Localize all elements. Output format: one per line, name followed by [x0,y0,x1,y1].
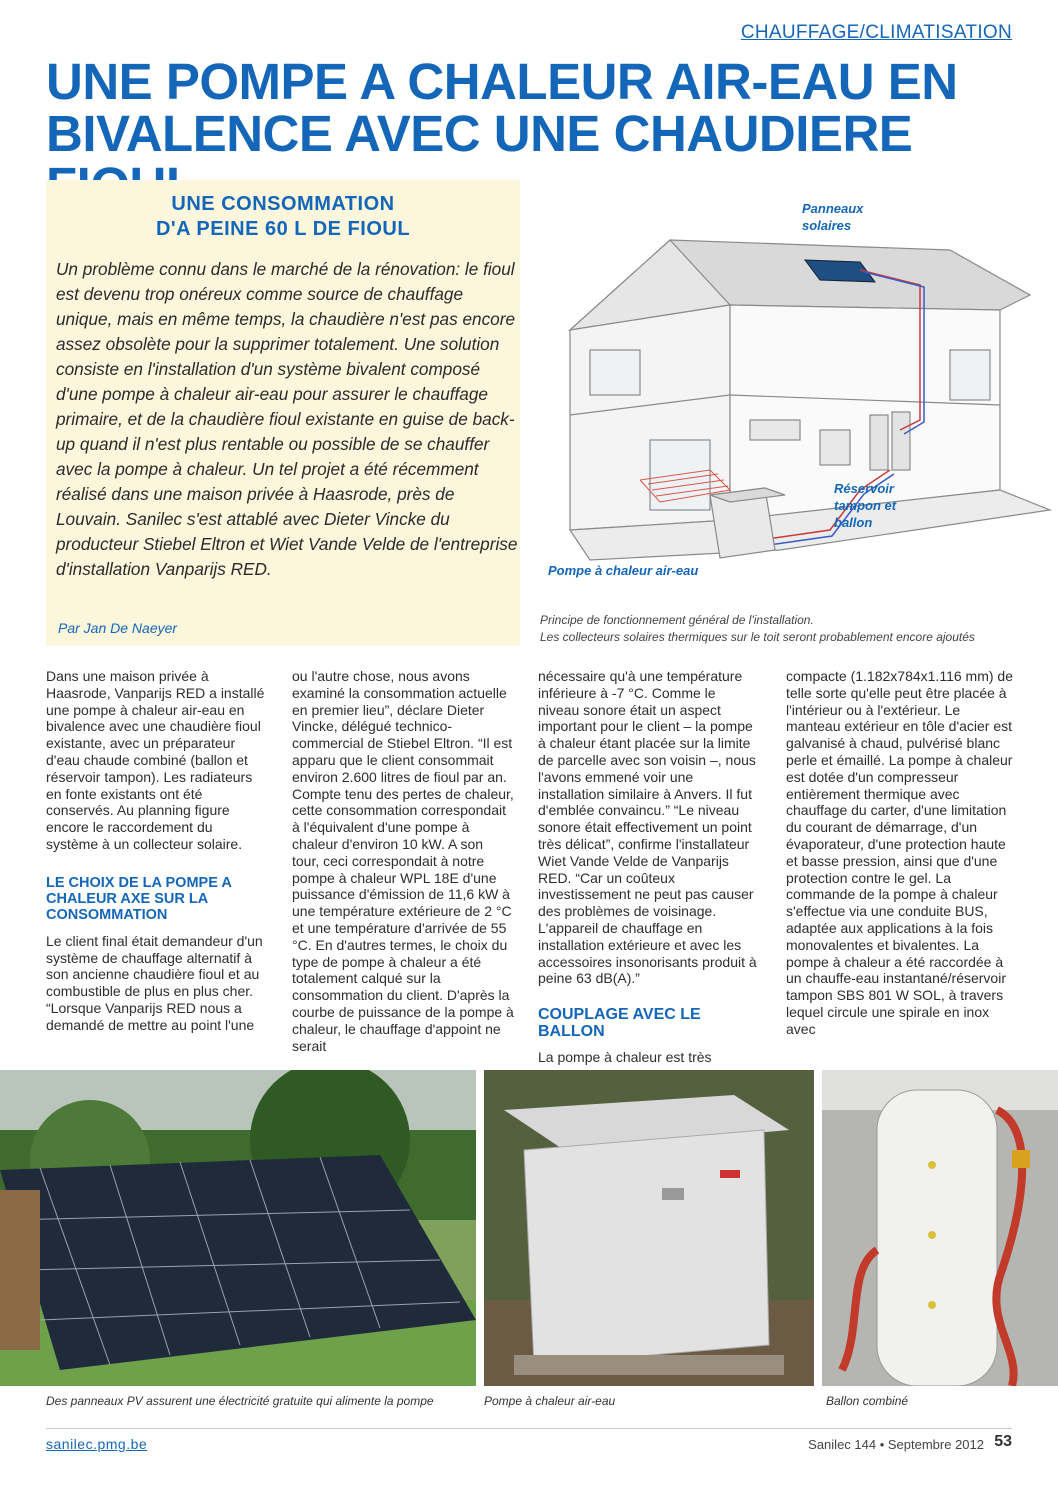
page-number: 53 [994,1433,1012,1450]
photo-caption-3: Ballon combiné [826,1394,909,1408]
intro-title-line-1: UNE CONSOMMATION [171,193,395,215]
footer-divider [46,1428,1012,1429]
paragraph: ou l'autre chose, nous avons examiné la consommation actuelle en premier lieu”, déclare Dieter Vincke, délégué technico-commercial de Stiebel Eltron. “Il est apparu que le client consommait environ 2.600 litres de fioul par an. Compte tenu des pertes de chaleur, cette consommation correspondait à l'équivalent d'une pompe à chaleur d'environ 10 kW. A son tour, ceci correspondait à notre pompe à chaleur WPL 18E d'une puissance d'émission de 11,6 kW à une température extérieure de 2 °C et une température d'arrivée de 55 °C. En d'autres termes, le choix du type de pompe à chaleur a été totalement calqué sur la consommation du client. D'après la courbe de puissance de la pompe à chaleur, le chauffage d'appoint ne serait [292,668,514,1054]
headline-line-1: UNE POMPE A CHALEUR AIR-EAU EN [46,53,958,110]
subheading: COUPLAGE AVEC LE BALLON [538,1006,701,1040]
paragraph: nécessaire qu'à une température inférieure à -7 °C. Comme le niveau sonore était un aspect important pour le client – la pompe à chaleur étant placée sur la limite de parcelle avec son voisin –, nous l'avons emmené voir une installation similaire à Anvers. Il fut d'emblée convaincu.” “Le niveau sonore était effectivement un point très délicat”, confirme l'installateur Wiet Vande Velde de Vanparijs RED. “Car un coûteux investissement ne peut pas causer des problèmes de voisinage. L'appareil de chauffage en installation extérieure et avec les accessoires insonorisants produit à peine 63 dB(A).” [538,668,757,987]
paragraph: compacte (1.182x784x1.116 mm) de telle sorte qu'elle peut être placée à l'intérieur ou à l'extérieur. Le manteau extérieur en tôle d'acier est galvanisé à chaud, pulvérisé blanc perle et émaillé. La pompe à chaleur est dotée d'un compresseur entièrement thermique avec chauffage du carter, d'une limitation du courant de démarrage, d'un évaporateur, d'une protection haute et basse pression, ainsi que d'une protection contre le gel. La commande de la pompe à chaleur s'effectue via une conduite BUS, adaptée aux applications à la fois monovalentes et bivalentes. La pompe à chaleur a été raccordée à un chauffe-eau instantané/réservoir tampon SBS 801 W SOL, à travers lequel circule une spirale en inox avec [786,668,1013,1037]
label-heat-pump: Pompe à chaleur air-eau [548,563,699,578]
intro-text: Un problème connu dans le marché de la rénovation: le fioul est devenu trop onéreux comme source de chauffage unique, mais en même temps, la chaudière n'est pas encore assez obsolète pour la supprimer totalement. Une solution consiste en l'installation d'un système bivalent composé d'une pompe à chaleur air-eau pour assurer le chauffage primaire, et de la chaudière fioul existante en guise de back-up quand il n'est plus rentable ou possible de se chauffer avec la pompe à chaleur. Un tel projet a été récemment réalisé dans une maison privée à Haasrode, près de Louvain. Sanilec s'est attablé avec Dieter Vincke du producteur Stiebel Eltron et Wiet Vande Velde de l'entreprise d'installation Vanparijs RED. [56,259,518,579]
paragraph: La pompe à chaleur est très [538,1048,712,1065]
photo-heat-pump [484,1070,814,1386]
article-column-3 [538,668,760,1066]
label-tank: Réservoir tampon et ballon [834,481,897,530]
photo-caption-1: Des panneaux PV assurent une électricité gratuite qui alimente la pompe [46,1394,434,1408]
intro-title-line-2: D'A PEINE 60 L DE FIOUL [155,218,411,240]
diagram-caption-line-1: Principe de fonctionnement général de l'installation. [540,613,814,627]
article-column-4 [786,668,1014,1038]
photo-combined-tank [822,1070,1058,1386]
diagram-caption-line-2: Les collecteurs solaires thermiques sur le toit seront probablement encore ajoutés [540,630,975,644]
paragraph: Dans une maison privée à Haasrode, Vanparijs RED a installé une pompe à chaleur air-eau en bivalence avec une chaudière fioul existante, avec un préparateur d'eau chaude combiné (ballon et réservoir tampon). Les radiateurs en fonte existants ont été conservés. Au planning figure encore le raccordement du système à un collecteur solaire. [46,668,265,852]
label-solar-panels: Panneaux solaires [802,201,864,233]
intro-title [46,192,520,242]
installation-diagram [530,190,1058,610]
paragraph: Le client final était demandeur d'un système de chauffage alternatif à son ancienne chaudière fioul et au combustible de plus en plus cher. “Lorsque Vanparijs RED nous a demandé de mettre au point l'une [46,932,263,1033]
footer-issue: Sanilec 144 • Septembre 2012 [808,1437,984,1452]
headline-line-2: BIVALENCE AVEC UNE CHAUDIERE [46,105,913,162]
article-column-2 [292,668,514,1054]
photo-caption-2: Pompe à chaleur air-eau [484,1394,616,1408]
footer-website-link[interactable]: sanilec.pmg.be [46,1436,148,1452]
photo-solar-panels [0,1070,476,1386]
subheading: LE CHOIX DE LA POMPE A CHALEUR AXE SUR LA CONSOMMATION [46,874,232,923]
byline: Par Jan De Naeyer [58,620,178,636]
diagram-caption [540,612,1040,646]
article-column-1 [46,668,268,1034]
house-illustration [530,190,1058,610]
section-category: CHAUFFAGE/CLIMATISATION [740,22,1012,43]
intro-box [46,180,520,646]
